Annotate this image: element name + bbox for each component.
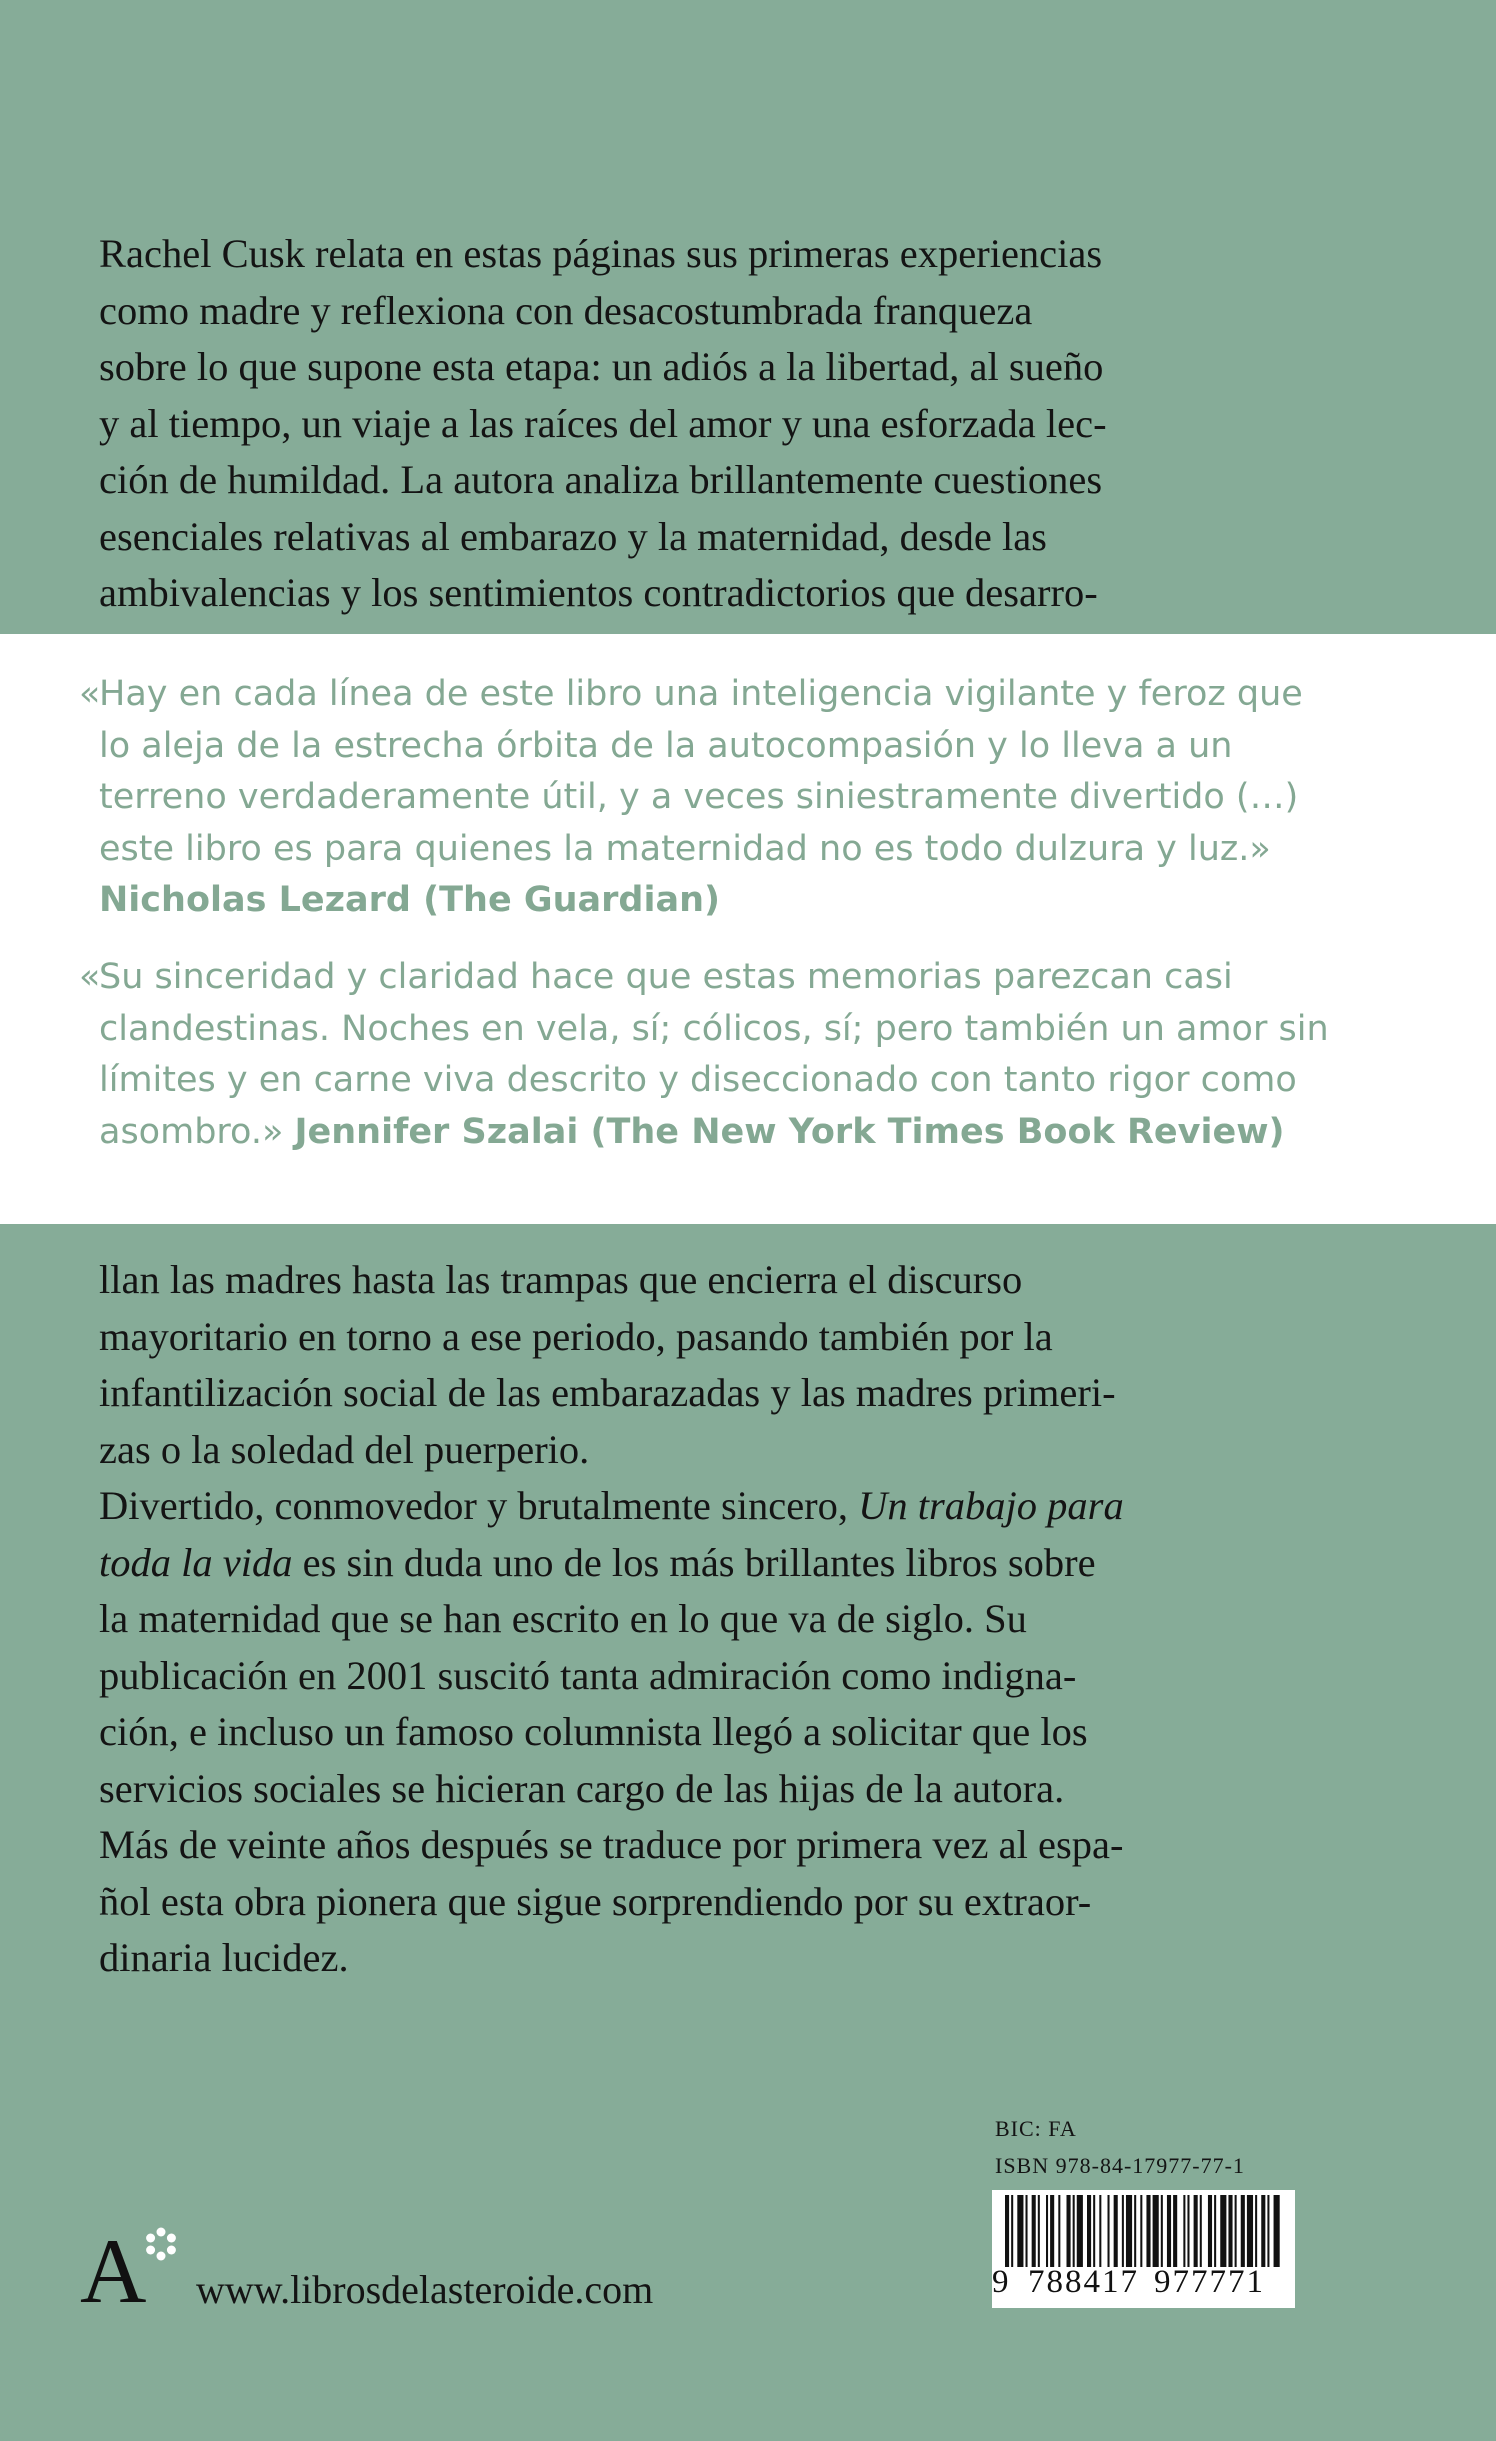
quote-author: Jennifer Szalai (The New York Times Book Review) <box>294 1111 1285 1152</box>
barcode-bar <box>1093 2195 1095 2267</box>
barcode-bar <box>1161 2195 1163 2267</box>
quote-tail: asombro.» <box>99 1111 295 1152</box>
barcode-bar <box>1194 2195 1198 2267</box>
synopsis-line: y al tiempo, un viaje a las raíces del amor y una esforzada lec- <box>99 400 1107 446</box>
book-codes <box>995 2110 1245 2184</box>
barcode-bar <box>1183 2195 1185 2267</box>
bic-code: BIC: FA <box>995 2116 1077 2141</box>
synopsis-line: mayoritario en torno a ese periodo, pasando también por la <box>99 1313 1053 1359</box>
synopsis-top <box>99 226 1259 622</box>
synopsis-line: como madre y reflexiona con desacostumbrada franqueza <box>99 287 1033 333</box>
barcode-digit-group: 977771 <box>1154 2264 1265 2300</box>
asterisk-icon <box>144 2227 178 2261</box>
quote-line: clandestinas. Noches en vela, sí; cólicos, sí; pero también un amor sin <box>99 1008 1329 1049</box>
barcode-bar <box>1235 2195 1237 2267</box>
barcode-bar <box>1058 2195 1060 2267</box>
synopsis-line: Rachel Cusk relata en estas páginas sus primeras experiencias <box>99 231 1103 276</box>
barcode-bar <box>1017 2195 1023 2267</box>
synopsis-line: infantilización social de las embarazadas y las madres primeri- <box>99 1370 1116 1415</box>
barcode-bar <box>1050 2195 1054 2267</box>
synopsis-line: ción, e incluso un famoso columnista llegó a solicitar que los <box>99 1709 1088 1754</box>
book-title: Un trabajo para <box>858 1483 1124 1528</box>
barcode-bar <box>1247 2195 1253 2267</box>
barcode-bar <box>1261 2195 1265 2267</box>
synopsis-line: ambivalencias y los sentimientos contradictorios que desarro- <box>99 570 1098 615</box>
barcode-bar <box>1005 2195 1009 2267</box>
quote-line: « Hay en cada línea de este libro una inteligencia vigilante y feroz que <box>99 669 1419 721</box>
synopsis-line: zas o la soledad del puerperio. <box>99 1426 590 1472</box>
barcode-bar <box>1108 2195 1110 2267</box>
barcode-digit-group: 9 <box>992 2264 1011 2300</box>
quote-line: « Su sinceridad y claridad hace que estas memorias parezcan casi <box>99 952 1419 1004</box>
barcode-bar <box>1067 2195 1071 2267</box>
barcode-bar <box>1046 2195 1048 2267</box>
synopsis-line: publicación en 2001 suscitó tanta admiración como indigna- <box>99 1652 1077 1698</box>
quote-line: límites y en carne viva descrito y diseccionado con tanto rigor como <box>99 1060 1297 1100</box>
review-quote-guardian <box>79 669 1419 927</box>
barcode-bar <box>1140 2195 1142 2267</box>
barcode-bar <box>1032 2195 1036 2267</box>
barcode-bar <box>1153 2195 1159 2267</box>
synopsis-line: sobre lo que supone esta etapa: un adiós a la libertad, al sueño <box>99 344 1104 389</box>
barcode-bar <box>1026 2195 1028 2267</box>
synopsis-line: dinaria lucidez. <box>99 1935 349 1980</box>
review-quotes-band <box>0 634 1496 1224</box>
synopsis-line: Más de veinte años después se traduce por primera vez al espa- <box>99 1822 1124 1867</box>
barcode-digit-group: 788417 <box>1028 2264 1139 2300</box>
barcode-bar <box>1122 2195 1124 2267</box>
barcode-bar <box>1228 2195 1232 2267</box>
barcode-bar <box>1077 2195 1083 2267</box>
quote-author: Nicholas Lezard (The Guardian) <box>99 880 720 920</box>
barcode-bar <box>1167 2195 1171 2267</box>
synopsis-line: ñol esta obra pionera que sigue sorprendiendo por su extraor- <box>99 1878 1092 1924</box>
quote-line: terreno verdaderamente útil, y a veces siniestramente divertido (…) <box>99 777 1299 817</box>
publisher-logo-letter: A <box>80 2220 147 2322</box>
isbn-code: ISBN 978-84-17977-77-1 <box>995 2153 1245 2178</box>
quote-line <box>99 1107 1419 1159</box>
barcode-bar <box>1274 2195 1280 2267</box>
barcode-bar <box>1146 2195 1150 2267</box>
barcode-bar <box>1038 2195 1040 2267</box>
synopsis-line: ción de humildad. La autora analiza brillantemente cuestiones <box>99 457 1103 502</box>
barcode-bar <box>1208 2195 1212 2267</box>
barcode-bar <box>1099 2195 1101 2267</box>
synopsis-line: servicios sociales se hicieran cargo de las hijas de la autora. <box>99 1765 1065 1811</box>
isbn-barcode <box>992 2190 1295 2308</box>
barcode-bar <box>1200 2195 1202 2267</box>
synopsis-line: llan las madres hasta las trampas que encierra el discurso <box>99 1257 1023 1302</box>
barcode-bar <box>1087 2195 1091 2267</box>
synopsis-line: la maternidad que se han escrito en lo que va de siglo. Su <box>99 1596 1027 1641</box>
barcode-bar <box>1114 2195 1118 2267</box>
publisher-website: www.librosdelasteroide.com <box>196 2267 654 2312</box>
synopsis-line: toda la vida es sin duda uno de los más brillantes libros sobre <box>99 1539 1096 1585</box>
barcode-bar <box>1241 2195 1245 2267</box>
barcode-bar <box>1073 2195 1075 2267</box>
quote-open-mark: « <box>79 957 101 997</box>
barcode-bar <box>1267 2195 1269 2267</box>
barcode-bar <box>1011 2195 1013 2267</box>
quote-line: este libro es para quienes la maternidad no es todo dulzura y luz.» <box>99 828 1271 869</box>
barcode-bars <box>1001 2195 1286 2267</box>
barcode-bar <box>1126 2195 1132 2267</box>
book-title: toda la vida <box>99 1539 293 1585</box>
barcode-bar <box>1134 2195 1136 2267</box>
synopsis-bottom <box>99 1252 1259 1987</box>
publisher-logo <box>80 2220 170 2322</box>
barcode-bar <box>1220 2195 1226 2267</box>
barcode-bar <box>1255 2195 1257 2267</box>
synopsis-line: Divertido, conmovedor y brutalmente sincero, Un trabajo para <box>99 1483 1124 1528</box>
review-quote-nyt <box>79 952 1419 1158</box>
synopsis-line: esenciales relativas al embarazo y la maternidad, desde las <box>99 513 1047 559</box>
quote-line: lo aleja de la estrecha órbita de la autocompasión y lo lleva a un <box>99 725 1233 766</box>
quote-open-mark: « <box>79 674 101 714</box>
barcode-bar <box>1173 2195 1177 2267</box>
barcode-bar <box>1187 2195 1189 2267</box>
barcode-bar <box>1214 2195 1216 2267</box>
